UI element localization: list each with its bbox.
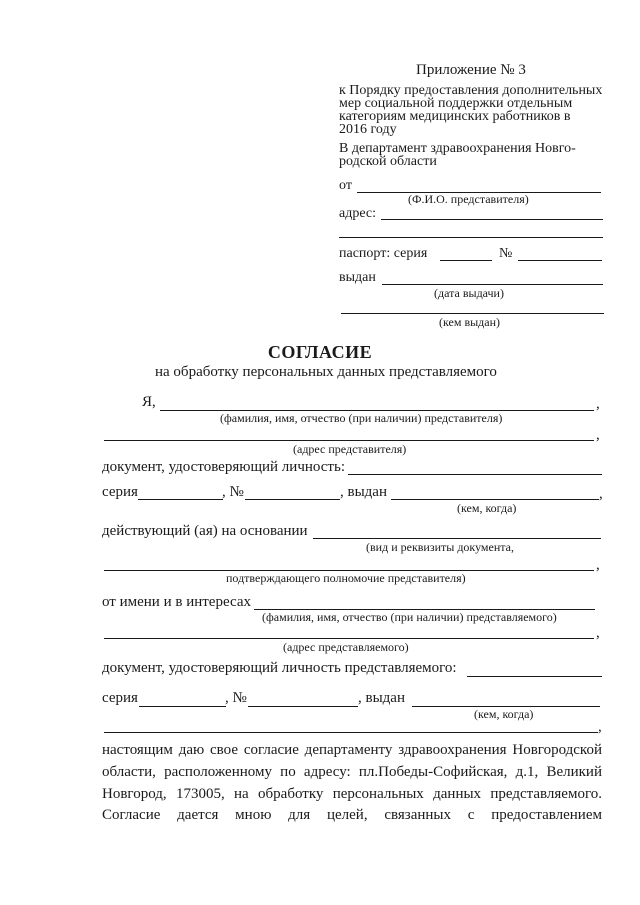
consent-line-1: настоящим даю свое согласие департаменту здравоохранения Новгородской: [102, 742, 602, 758]
from-label: от: [339, 178, 352, 193]
represented-id-label: документ, удостоверяющий личность представляемого:: [102, 660, 457, 676]
issue-date-caption: (дата выдачи): [434, 286, 504, 300]
order-line-4: 2016 году: [339, 122, 397, 137]
represented-address-caption: (адрес представляемого): [283, 640, 409, 654]
issued-by-caption: (кем выдан): [439, 315, 501, 329]
rep-address-line: [104, 440, 594, 441]
rep-name-caption: (фамилия, имя, отчество (при наличии) представителя): [220, 411, 503, 425]
address-field-line-2: [339, 237, 603, 238]
number-line-2: [248, 706, 358, 707]
comma: ,: [596, 427, 600, 443]
comma: ,: [596, 557, 600, 573]
comma: ,: [596, 625, 600, 641]
document-subtitle: на обработку персональных данных представляемого: [155, 364, 497, 380]
recipient-line-2: родской области: [339, 154, 437, 169]
address-label: адрес:: [339, 206, 377, 221]
number-label: , №: [222, 484, 244, 500]
issue-date-line: [382, 284, 603, 285]
document-title: СОГЛАСИЕ: [267, 342, 373, 362]
represented-name-caption: (фамилия, имя, отчество (при наличии) представляемого): [262, 610, 557, 624]
issued-by-label: , выдан: [340, 484, 387, 500]
who-when-caption: (кем, когда): [457, 501, 517, 515]
address-field-line-1: [381, 219, 603, 220]
consent-line-3: Новгород, 173005, на обработку персональных данных представляемого.: [102, 786, 602, 802]
document-caption-1: (вид и реквизиты документа,: [366, 540, 514, 554]
acting-basis-line: [313, 538, 601, 539]
issued-by-field-line: [391, 499, 599, 500]
series-label-2: серия: [102, 690, 138, 706]
comma: ,: [596, 396, 600, 412]
on-behalf-label: от имени и в интересах: [102, 594, 251, 610]
passport-label: паспорт: серия: [339, 246, 428, 261]
id-document-line: [348, 474, 602, 475]
represented-issued-line: [104, 732, 598, 733]
series-line: [138, 499, 223, 500]
appendix-label: Приложение № 3: [416, 62, 526, 78]
id-document-label: документ, удостоверяющий личность:: [102, 459, 345, 475]
i-label: Я,: [142, 394, 156, 410]
order-line-1: к Порядку предоставления дополнительных: [339, 83, 603, 98]
series-line-2: [139, 706, 226, 707]
series-label: серия: [102, 484, 138, 500]
consent-line-4: Согласие дается мною для целей, связанных с предоставлением: [102, 807, 602, 823]
issued-by-line: [341, 313, 604, 314]
number-label-2: , №: [225, 690, 247, 706]
issued-label: выдан: [339, 270, 376, 285]
issued-by-label-2: , выдан: [358, 690, 405, 706]
recipient-line-1: В департамент здравоохранения Новго-: [339, 141, 576, 156]
rep-address-caption: (адрес представителя): [293, 442, 407, 456]
number-line: [245, 499, 340, 500]
order-line-2: мер социальной поддержки отдельным: [339, 96, 573, 111]
comma: ,: [599, 486, 603, 502]
passport-number-sign: №: [499, 246, 513, 261]
acting-basis-label: действующий (ая) на основании: [102, 523, 308, 539]
represented-address-line: [104, 638, 594, 639]
passport-series-line: [440, 260, 492, 261]
passport-number-line: [518, 260, 602, 261]
document-caption-2: подтверждающего полномочие представителя): [226, 571, 466, 585]
who-when-caption-2: (кем, когда): [474, 707, 534, 721]
order-line-3: категориям медицинских работников в: [339, 109, 571, 124]
fio-caption: (Ф.И.О. представителя): [408, 192, 529, 206]
consent-line-2: области, расположенному по адресу: пл.Победы-Софийская, д.1, Великий: [102, 764, 602, 780]
represented-id-line: [467, 676, 602, 677]
comma: ,: [598, 719, 602, 735]
